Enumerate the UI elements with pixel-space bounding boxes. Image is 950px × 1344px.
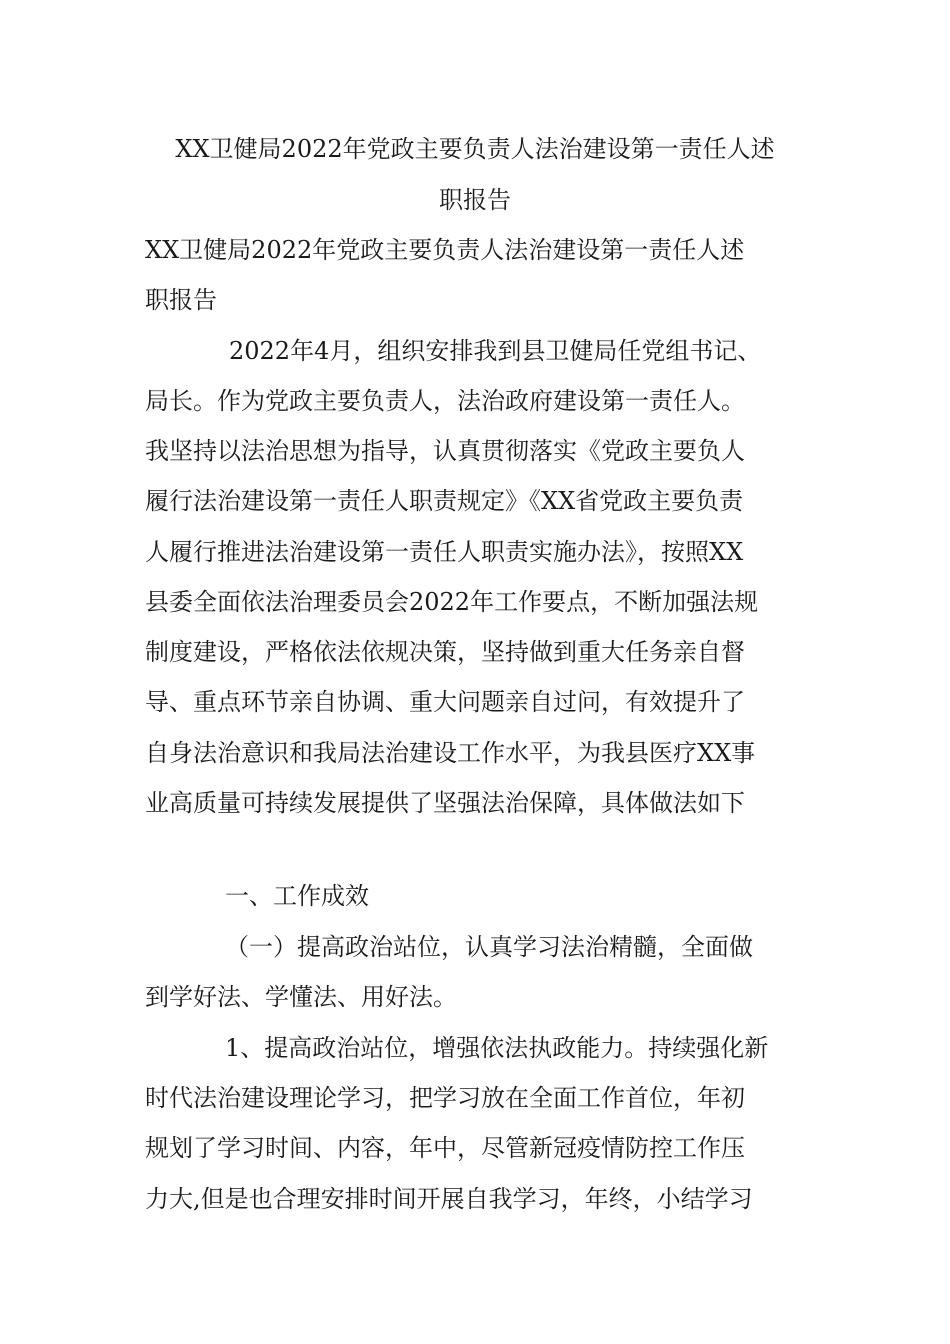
paragraph-line: 2022年4月，组织安排我到县卫健局任党组书记、 xyxy=(229,337,762,365)
section-heading: 一、工作成效 xyxy=(225,882,369,910)
document-title-line-2: 职报告 xyxy=(439,186,511,214)
paragraph-line: 制度建设，严格依法依规决策，坚持做到重大任务亲自督 xyxy=(145,638,745,666)
paragraph-line: 业高质量可持续发展提供了坚强法治保障，具体做法如下 xyxy=(145,789,745,817)
paragraph-line: 时代法治建设理论学习，把学习放在全面工作首位，年初 xyxy=(145,1084,745,1112)
paragraph-line: 导、重点环节亲自协调、重大问题亲自过问，有效提升了 xyxy=(145,688,745,716)
paragraph-line: 1、提高政治站位，增强依法执政能力。持续强化新 xyxy=(225,1034,769,1062)
document-title-line-1: XX卫健局2022年党政主要负责人法治建设第一责任人述 xyxy=(175,135,775,163)
document-subtitle-line-1: XX卫健局2022年党政主要负责人法治建设第一责任人述 xyxy=(145,236,745,264)
paragraph-line: 自身法治意识和我局法治建设工作水平，为我县医疗XX事 xyxy=(145,739,756,767)
paragraph-line: 我坚持以法治思想为指导，认真贯彻落实《党政主要负人 xyxy=(145,437,745,465)
paragraph-line: 规划了学习时间、内容，年中，尽管新冠疫情防控工作压 xyxy=(145,1134,745,1162)
paragraph-line: 履行法治建设第一责任人职责规定》《XX省党政主要负责 xyxy=(145,487,744,515)
paragraph-line: 力大,但是也合理安排时间开展自我学习，年终，小结学习 xyxy=(145,1185,753,1213)
paragraph-line: 人履行推进法治建设第一责任人职责实施办法》，按照XX xyxy=(145,538,744,566)
document-subtitle-line-2: 职报告 xyxy=(145,286,217,314)
paragraph-line: 局长。作为党政主要负责人，法治政府建设第一责任人。 xyxy=(145,387,745,415)
paragraph-line: 县委全面依法治理委员会2022年工作要点，不断加强法规 xyxy=(145,588,759,616)
paragraph-line: 到学好法、学懂法、用好法。 xyxy=(145,983,457,1011)
paragraph-line: （一）提高政治站位，认真学习法治精髓，全面做 xyxy=(225,933,753,961)
